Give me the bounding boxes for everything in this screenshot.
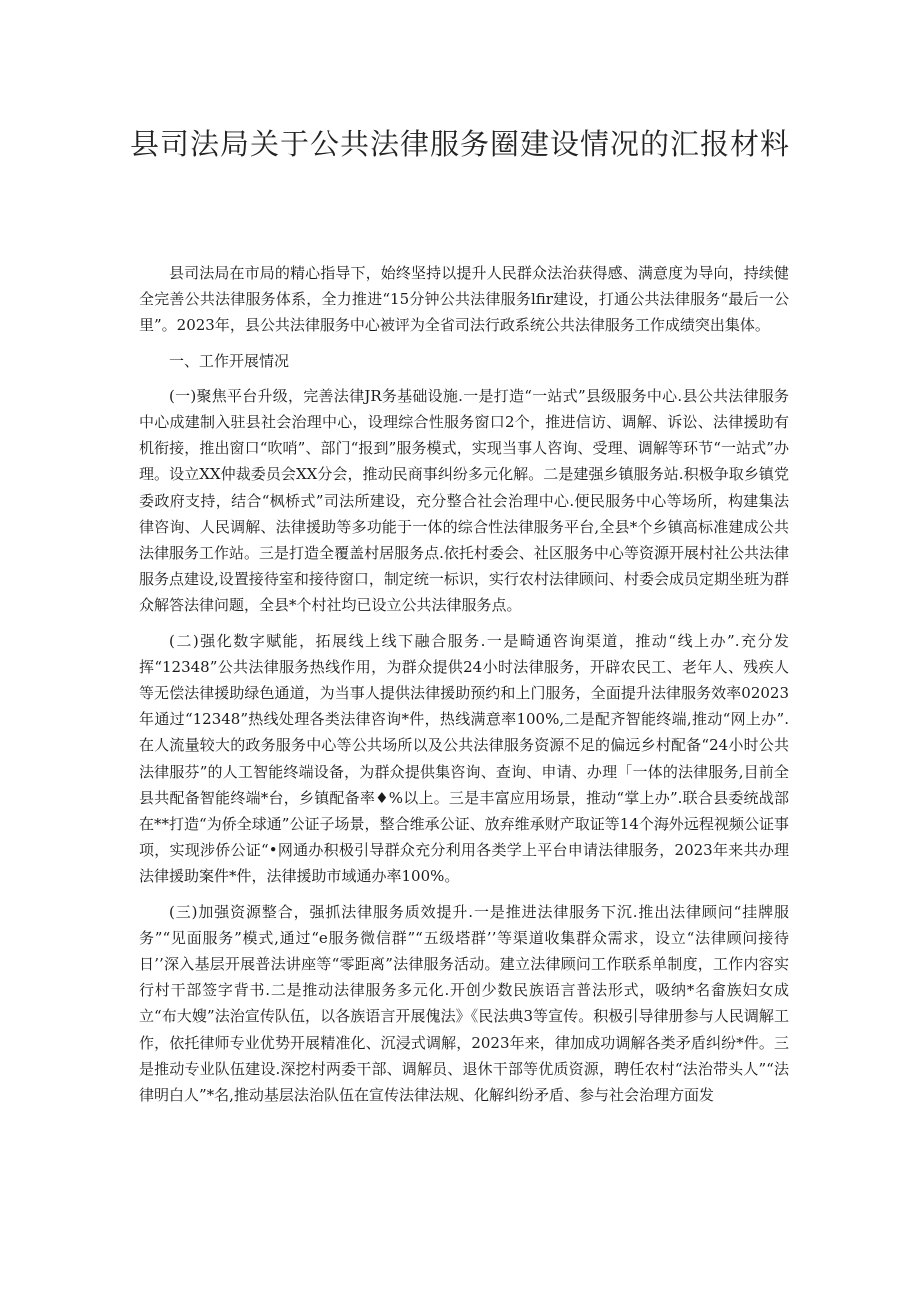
document-body (139, 260, 789, 1117)
paragraph-platform-upgrade: (一)聚焦平台升级，完善法律JR务基础设施.一是打造“一站式”县级服务中心.县公共法律服务中心成建制入驻县社会治理中心，设理综合性服务窗口2个，推进信访、调解、诉讼、法律援助有机衔接，推出窗口“吹哨”、部门“报到”服务模式，实现当事人咨询、受理、调解等环节“一站式”办理。设立XX仲裁委员会XX分会，推动民商事纠纷多元化解。二是建强乡镇服务站.积极争取乡镇党委政府支持，结合“枫桥式”司法所建设，充分整合社会治理中心.便民服务中心等场所，构建集法律咨询、人民调解、法律援助等多功能于一体的综合性法律服务平台,全县*个乡镇高标准建成公共法律服务工作站。三是打造全覆盖村居服务点.依托村委会、社区服务中心等资源开展村社公共法律服务点建设,设置接待室和接待窗口，制定统一标识，实行农村法律顾问、村委会成员定期坐班为群众解答法律问题，全县*个村社均已设立公共法律服务点。 (139, 386, 789, 615)
section-heading-work: 一、工作开展情况 (169, 351, 290, 370)
paragraph-digital-empowerment: (二)强化数字赋能，拓展线上线下融合服务.一是畸通咨询渠道，推动“线上办”.充分发挥“12348”公共法律服务热线作用，为群众提供24小时法律服务，开辟农民工、老年人、残疾人等无偿法律援助绿色通道，为当事人提供法律援助预约和上门服务，全面提升法律服务效率02023年通过“12348”热线处理各类法律咨询*件，热线满意率100%,二是配齐智能终端,推动“网上办”.在人流量较大的政务服务中心等公共场所以及公共法律服务资源不足的偏远乡村配备“24小时公共法律服芬”的人工智能终端设备，为群众提供集咨询、查询、申请、办理「一体的法律服务,目前全县共配备智能终端*台，乡镇配备率♦%以上。三是丰富应用场景，推动“掌上办”.联合县委统战部在**打造“为侨全球通”公证子场景，整合维承公证、放弃维承财产取证等14个海外远程视频公证事项，实现涉侨公证“•网通办积极引导群众充分利用各类学上平台申请法律服务，2023年来共办理法律援助案件*件，法律援助市域通办率100%。 (139, 631, 789, 886)
document-title: 县司法局关于公共法律服务圈建设情况的汇报材料 (129, 127, 790, 161)
paragraph-resource-integration: (三)加强资源整合，强抓法律服务质效提升.一是推进法律服务下沉.推出法律顾问“挂牌服务”“见面服务”模式,通过“e服务微信群”“五级塔群’’等渠道收集群众需求，设立“法律顾问接待日’’深入基层开展普法讲座等“零距离”法律服务活动。建立法律顾问工作联系单制度，工作内容实行村干部签字背书.二是推动法律服务多元化.开创少数民族语言普法形式，吸纳*名畲族妇女成立“布大嫂”法治宣传队伍，以各族语言开展傀法》《民法典3等宣传。积极引导律册参与人民调解工作，依托律师专业优势开展精准化、沉浸式调解，2023年来，律加成功调解各类矛盾纠纷*件。三是推动专业队伍建设.深挖村两委干部、调解员、退休干部等优质资源，聘任农村“法治带头人”“法律明白人”*名,推动基层法治队伍在宣传法律法规、化解纠纷矛盾、参与社会治理方面发 (139, 902, 789, 1105)
intro-paragraph: 县司法局在市局的精心指导下，始终坚持以提升人民群众法治获得感、满意度为导向，持续健全完善公共法律服务体系，全力推进“15分钟公共法律服务lfir建设，打通公共法律服务“最后一公里”。2023年，县公共法律服务中心被评为全省司法行政系统公共法律服务工作成绩突出集体。 (139, 264, 789, 335)
